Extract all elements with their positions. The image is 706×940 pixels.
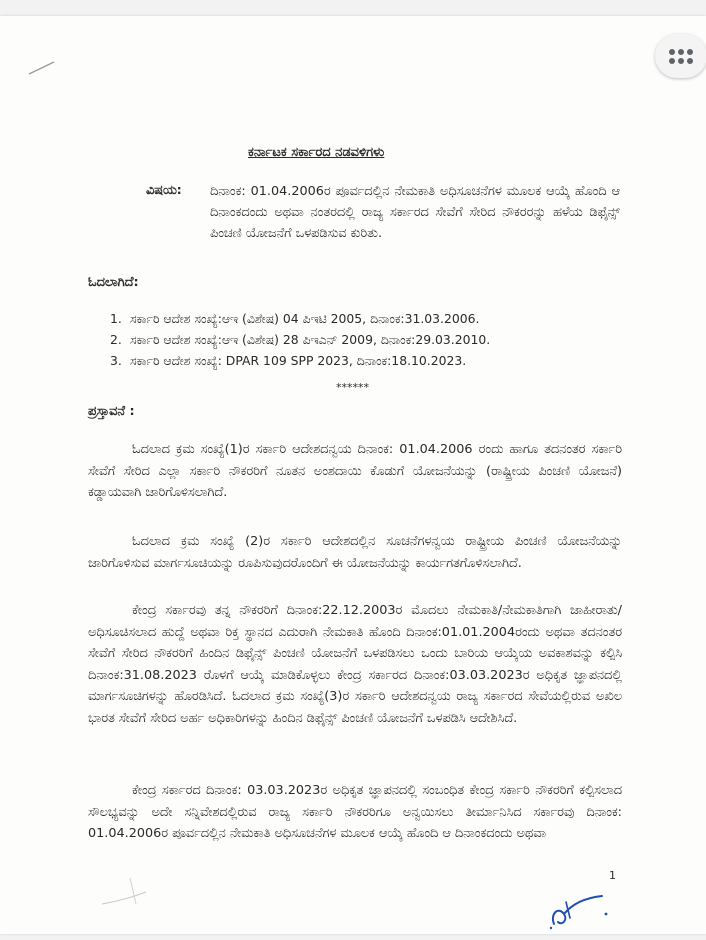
reference-text: ಸರ್ಕಾರಿ ಆದೇಶ ಸಂಖ್ಯೆ:ಆಇ (ವಿಶೇಷ) 04 ಪಿಇಟಿ 2005, ದಿನಾಂಕ:31.03.2006. [130, 311, 480, 326]
reference-number: 2. [110, 332, 122, 347]
preamble-label: ಪ್ರಸ್ತಾವನೆ : [88, 404, 135, 419]
subject-text: ದಿನಾಂಕ: 01.04.2006ರ ಪೂರ್ವದಲ್ಲಿನ ನೇಮಕಾತಿ ಅಧಿಸೂಚನೆಗಳ ಮೂಲಕ ಆಯ್ಕೆ ಹೊಂದಿ ಆ ದಿನಾಂಕದಂದು ಅಥವಾ ನಂತರದಲ್ಲಿ ರಾಜ್ಯ ಸರ್ಕಾರದ ಸೇವೆಗೆ ಸೇರಿದ ನೌಕರರನ್ನು ಹಳೆಯ ಡಿಫೈನ್ಸ್ ಪಿಂಚಣಿ ಯೋಜನೆಗೆ ಒಳಪಡಿಸುವ ಕುರಿತು. [210, 184, 620, 241]
paragraph: ಓದಲಾದ ಕ್ರಮ ಸಂಖ್ಯೆ(1)ರ ಸರ್ಕಾರಿ ಆದೇಶದನ್ವಯ ದಿನಾಂಕ: 01.04.2006 ರಂದು ಹಾಗೂ ತದನಂತರ ಸರ್ಕಾರಿ ಸೇವೆಗೆ ಸೇರಿದ ಎಲ್ಲಾ ಸರ್ಕಾರಿ ನೌಕರರಿಗೆ ನೂತನ ಅಂಶದಾಯಿ ಕೊಡುಗೆ ಯೋಜನೆಯನ್ನು (ರಾಷ್ಟ್ರೀಯ ಪಿಂಚಣಿ ಯೋಜನೆ) ಕಡ್ಡಾಯವಾಗಿ ಜಾರಿಗೊಳಿಸಲಾಗಿದೆ. [88, 442, 622, 500]
more-options-icon [669, 49, 693, 64]
reference-number: 1. [110, 311, 122, 326]
references-label: ಓದಲಾಗಿದೆ: [88, 275, 139, 290]
list-item [110, 351, 490, 372]
document-page [0, 16, 706, 934]
reference-text: ಸರ್ಕಾರಿ ಆದೇಶ ಸಂಖ್ಯೆ: DPAR 109 SPP 2023, ದಿನಾಂಕ:18.10.2023. [130, 353, 467, 368]
paragraph: ಕೇಂದ್ರ ಸರ್ಕಾರವು ತನ್ನ ನೌಕರರಿಗೆ ದಿನಾಂಕ:22.12.2003ರ ಮೊದಲು ನೇಮಕಾತಿ/ನೇಮಕಾತಿಗಾಗಿ ಜಾಹೀರಾತು/ಅಧಿಸೂಚಿಸಲಾದ ಹುದ್ದೆ ಅಥವಾ ರಿಕ್ತ ಸ್ಥಾನದ ಎದುರಾಗಿ ನೇಮಕಾತಿ ಹೊಂದಿ ದಿನಾಂಕ:01.01.2004ರಂದು ಅಥವಾ ತದನಂತರ ಸೇವೆಗೆ ಸೇರಿದ ನೌಕರರಿಗೆ ಹಿಂದಿನ ಡಿಫೈನ್ಸ್ ಪಿಂಚಣಿ ಯೋಜನೆಗೆ ಒಳಪಡಿಸಲು ಒಂದು ಬಾರಿಯ ಆಯ್ಕೆಯ ಅವಕಾಶವನ್ನು ಕಲ್ಪಿಸಿ ದಿನಾಂಕ:31.08.2023 ರೊಳಗೆ ಆಯ್ಕೆ ಮಾಡಿಕೊಳ್ಳಲು ಕೇಂದ್ರ ಸರ್ಕಾರದ ದಿನಾಂಕ:03.03.2023ರ ಅಧಿಕೃತ ಜ್ಞಾಪನದಲ್ಲಿ ಮಾರ್ಗಸೂಚಿಗಳನ್ನು ಹೊರಡಿಸಿದೆ. ಓದಲಾದ ಕ್ರಮ ಸಂಖ್ಯೆ(3)ರ ಸರ್ಕಾರಿ ಆದೇಶದನ್ವಯ ರಾಜ್ಯ ಸರ್ಕಾರದ ಸೇವೆಯಲ್ಲಿರುವ ಅಖಿಲ ಭಾರತ ಸೇವೆಗೆ ಸೇರಿದ ಅರ್ಹ ಅಧಿಕಾರಿಗಳನ್ನು ಹಿಂದಿನ ಡಿಫೈನ್ಸ್ ಪಿಂಚಣಿ ಯೋಜನೆಗೆ ಒಳಪಡಿಸಿ ಆದೇಶಿಸಿದೆ. [88, 603, 622, 726]
paragraph: ಓದಲಾದ ಕ್ರಮ ಸಂಖ್ಯೆ (2)ರ ಸರ್ಕಾರಿ ಆದೇಶದಲ್ಲಿನ ಸೂಚನೆಗಳನ್ವಯ ರಾಷ್ಟ್ರೀಯ ಪಿಂಚಣಿ ಯೋಜನೆಯನ್ನು ಜಾರಿಗೊಳಿಸುವ ಮಾರ್ಗಸೂಚಿಯನ್ನು ರೂಪಿಸುವುದರೊಂದಿಗೆ ಈ ಯೋಜನೆಯನ್ನು ಕಾರ್ಯಗತಗೊಳಿಸಲಾಗಿದೆ. [88, 534, 622, 571]
subject-label: ವಿಷಯ: [146, 183, 182, 198]
faint-pen-mark [100, 874, 150, 910]
references-list [110, 309, 490, 372]
pen-stroke-mark [28, 60, 56, 76]
section-separator: ****** [336, 381, 369, 394]
paragraph: ಕೇಂದ್ರ ಸರ್ಕಾರದ ದಿನಾಂಕ: 03.03.2023ರ ಅಧಿಕೃತ ಜ್ಞಾಪನದಲ್ಲಿ ಸಂಬಂಧಿತ ಕೇಂದ್ರ ಸರ್ಕಾರಿ ನೌಕರರಿಗೆ ಕಲ್ಪಿಸಲಾದ ಸೌಲಭ್ಯವನ್ನು ಅದೇ ಸನ್ನಿವೇಶದಲ್ಲಿರುವ ರಾಜ್ಯ ಸರ್ಕಾರಿ ನೌಕರರಿಗೂ ಅನ್ವಯಿಸಲು ತೀರ್ಮಾನಿಸಿದ ಸರ್ಕಾರವು ದಿನಾಂಕ: 01.04.2006ರ ಪೂರ್ವದಲ್ಲಿನ ನೇಮಕಾತಿ ಅಧಿಸೂಚನೆಗಳ ಮೂಲಕ ಆಯ್ಕೆ ಹೊಂದಿ ಆ ದಿನಾಂಕದಂದು ಅಥವಾ [88, 783, 622, 841]
page-number: 1 [609, 869, 616, 882]
signature-icon [544, 884, 612, 930]
list-item [110, 330, 490, 351]
reference-number: 3. [110, 353, 122, 368]
document-title: ಕರ್ನಾಟಕ ಸರ್ಕಾರದ ನಡವಳಿಗಳು [248, 145, 385, 160]
list-item [110, 309, 490, 330]
more-options-button[interactable] [655, 34, 706, 78]
reference-text: ಸರ್ಕಾರಿ ಆದೇಶ ಸಂಖ್ಯೆ:ಆಇ (ವಿಶೇಷ) 28 ಪಿಇಎನ್ 2009, ದಿನಾಂಕ:29.03.2010. [130, 332, 491, 347]
